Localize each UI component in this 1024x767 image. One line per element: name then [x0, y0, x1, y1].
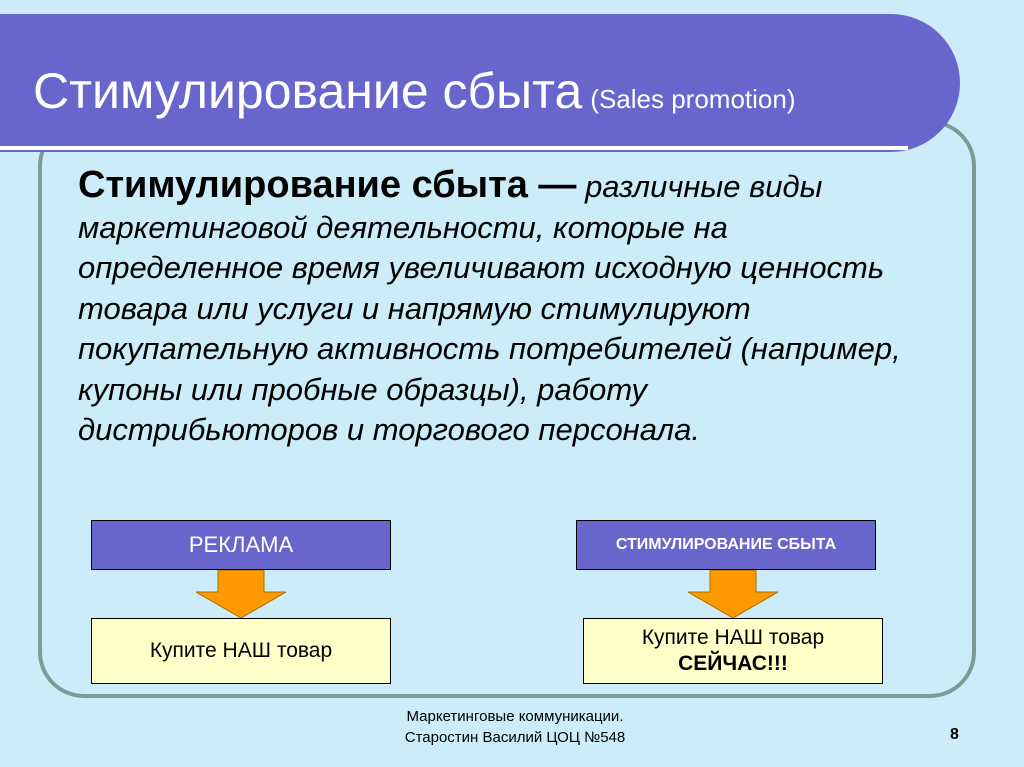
definition-paragraph	[78, 165, 908, 451]
sales-promotion-result-line2: СЕЙЧАС!!!	[678, 652, 788, 675]
footer-line-2: Старостин Василий ЦОЦ №548	[404, 729, 626, 746]
slide-title-main: Стимулирование сбыта	[33, 63, 583, 119]
sales-promotion-box	[576, 520, 876, 570]
definition-term: Стимулирование сбыта —	[78, 164, 577, 206]
sales-promotion-result-line1: Купите НАШ товар	[641, 626, 825, 649]
advertising-result: Купите НАШ товар	[149, 639, 333, 662]
footer-line-1: Маркетинговые коммуникации.	[406, 708, 624, 725]
advertising-box	[91, 520, 391, 570]
down-arrow-icon	[688, 570, 778, 618]
title-band	[0, 14, 960, 152]
page-number: 8	[950, 726, 959, 743]
sales-promotion-label: СТИМУЛИРОВАНИЕ СБЫТА	[615, 536, 837, 553]
slide-title	[33, 62, 795, 120]
slide-title-sub: (Sales promotion)	[590, 84, 796, 114]
advertising-label: РЕКЛАМА	[188, 532, 294, 557]
sales-promotion-result-box	[583, 618, 883, 684]
down-arrow-icon	[196, 570, 286, 618]
footer-caption	[360, 706, 670, 748]
definition-text: различные виды маркетинговой деятельности, которые на определенное время увеличивают исходную ценность товара или услуги и напрямую стимулируют покупательную активность потребителей (например, купоны или пробные образцы), работу дистрибьюторов и торгового персонала.	[78, 169, 901, 447]
advertising-result-box	[91, 618, 391, 684]
title-underline	[0, 146, 908, 150]
